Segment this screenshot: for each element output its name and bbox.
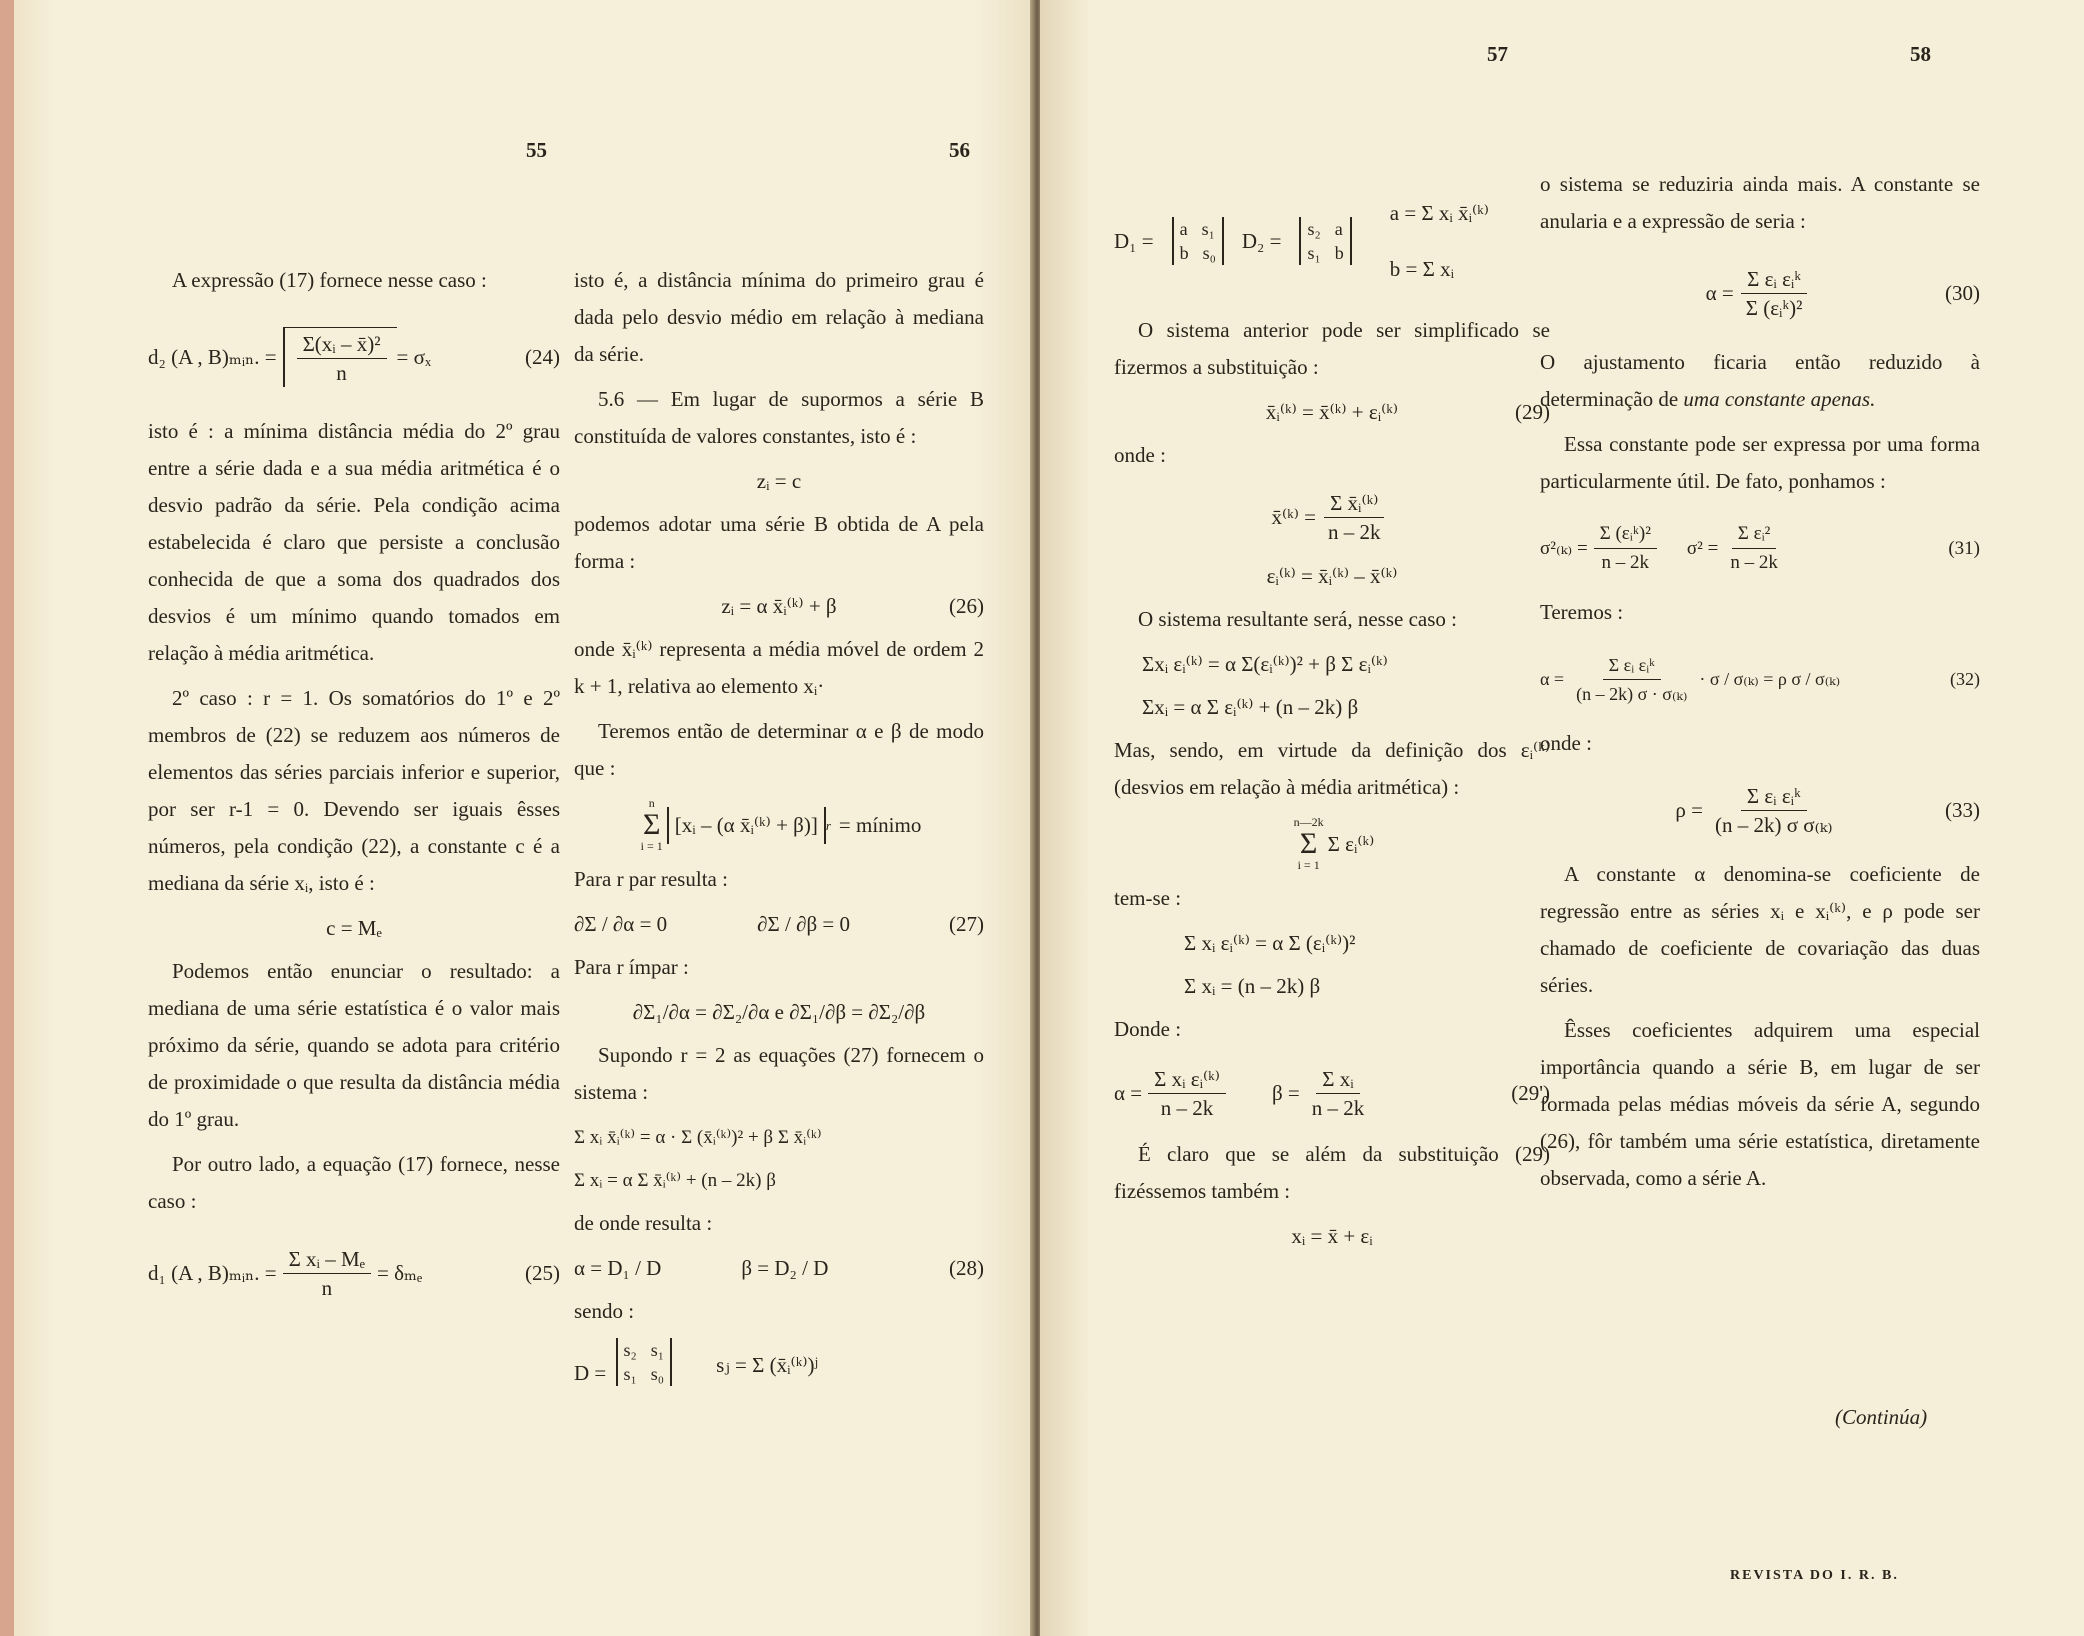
paragraph: Donde : bbox=[1114, 1017, 1182, 1041]
eq-s: sⱼ = Σ (x̄ᵢ⁽ᵏ⁾)ʲ bbox=[716, 1352, 818, 1377]
paragraph: o sistema se reduziria ainda mais. A constante se anularia e a expressão de seria : bbox=[1540, 172, 1980, 233]
equation-tag: (28) bbox=[949, 1256, 984, 1280]
equation-29-prime: α = $\frac{\text{Σ xᵢ εᵢ⁽ᵏ⁾}}{n - 2k}$ β = $\frac{\text{Σ xᵢ}}{n - 2k}$ (29') bbox=[1114, 1066, 1550, 1120]
system-line: Σ xᵢ x̄ᵢ⁽ᵏ⁾ = α · Σ (x̄ᵢ⁽ᵏ⁾)² + β Σ x̄ᵢ⁽ᵏ⁾ bbox=[574, 1127, 822, 1148]
eq-lhs: d₂ (A , B)ₘᵢₙ. = bbox=[148, 344, 277, 369]
paragraph: tem-se : bbox=[1114, 886, 1182, 910]
equation-tag: (27) bbox=[949, 912, 984, 936]
equation-tag: (30) bbox=[1945, 280, 1980, 305]
page-number-58: 58 bbox=[1910, 42, 1931, 66]
equation-31: σ²₍ₖ₎ = $\frac{\text{Σ (εᵢᵏ)²}}{n - 2k}$ σ² = $\frac{\text{Σ εᵢ²}}{n - 2k}$ (31) bbox=[1540, 508, 1980, 588]
eq-part: α = D₁ / D bbox=[574, 1256, 662, 1280]
page-number-57: 57 bbox=[1487, 42, 1508, 66]
journal-footer: REVISTA DO I. R. B. bbox=[1730, 1568, 1899, 1583]
equation-minimum: n Σ i = 1 [xᵢ – (α x̄ᵢ⁽ᵏ⁾ + β)] r = mínimo bbox=[640, 796, 922, 853]
paragraph: O ajustamento ficaria então reduzido à determinação de uma constante apenas. bbox=[1540, 350, 1980, 411]
paragraph: 2º caso : r = 1. Os somatórios do 1º e 2º membros de (22) se reduzem aos números de elementos das séries parciais inferior e superior, por ser r-1 = 0. Devendo ser iguais êsses números, pela condição (22), a constante c é a mediana da série xᵢ, isto é : bbox=[148, 686, 560, 895]
paragraph: Por outro lado, a equação (17) fornece, nesse caso : bbox=[148, 1152, 560, 1213]
equation-24 bbox=[148, 307, 560, 407]
equation-tag: (32) bbox=[1950, 668, 1980, 689]
paragraph: O sistema anterior pode ser simplificado se fizermos a substituição : bbox=[1114, 318, 1550, 379]
paragraph: Mas, sendo, em virtude da definição dos εᵢ⁽ᵏ⁾ (desvios em relação à média aritmética) : bbox=[1114, 738, 1550, 799]
system-line: Σ xᵢ = (n – 2k) β bbox=[1184, 974, 1321, 998]
fraction: $\frac{\text{Σ x̄ᵢ⁽ᵏ⁾}}{n - 2k}$ bbox=[1322, 489, 1387, 546]
paragraph: Teremos então de determinar α e β de modo que : bbox=[574, 719, 984, 780]
determinant: s₂ a s₁ b bbox=[1299, 217, 1351, 265]
eq-body: zᵢ = α x̄ᵢ⁽ᵏ⁾ + β bbox=[721, 594, 837, 618]
system-line: Σxᵢ = α Σ εᵢ⁽ᵏ⁾ + (n – 2k) β bbox=[1142, 695, 1359, 719]
paragraph: A constante α denomina-se coeficiente de regressão entre as séries xᵢ e xᵢ⁽ᵏ⁾, e ρ pode ser chamado de coeficiente de covariação das duas séries. bbox=[1540, 862, 1980, 997]
paragraph: Essa constante pode ser expressa por uma forma particularmente útil. De fato, ponhamos : bbox=[1540, 432, 1980, 493]
paragraph: Para r ímpar : bbox=[574, 955, 689, 979]
paragraph: onde : bbox=[1540, 731, 1592, 755]
eq-rhs: = δₘₑ bbox=[377, 1260, 423, 1285]
equation-xk: x̄⁽ᵏ⁾ = $\frac{\text{Σ x̄ᵢ⁽ᵏ⁾}}{n - 2k}$ bbox=[1114, 482, 1550, 552]
fraction: $\frac{\text{Σ xᵢ}}{n - 2k}$ bbox=[1311, 1066, 1365, 1120]
paragraph: Para r par resulta : bbox=[574, 867, 728, 891]
equation-c: c = Mₑ bbox=[326, 916, 382, 940]
eq-rhs: = σₓ bbox=[396, 344, 432, 369]
right-page bbox=[1040, 0, 2084, 1636]
system-line: Σ xᵢ = α Σ x̄ᵢ⁽ᵏ⁾ + (n – 2k) β bbox=[574, 1170, 776, 1191]
numerator: Σ(xᵢ – x̄)² bbox=[297, 330, 387, 359]
equation-27 bbox=[574, 906, 984, 943]
eq-lhs: d₁ (A , B)ₘᵢₙ. = bbox=[148, 1260, 277, 1285]
denominator: n bbox=[336, 361, 347, 385]
fraction: $\frac{\text{Σ xᵢ εᵢ⁽ᵏ⁾}}{n - 2k}$ bbox=[1148, 1065, 1226, 1122]
equation-32: α = $\frac{\text{Σ εᵢ εᵢᵏ}}{\text{(n – 2k) σ · σ₍ₖ₎}}$ · σ / σ₍ₖ₎ = ρ σ / σ₍ₖ₎ (32) bbox=[1540, 639, 1980, 719]
equation-odd: ∂Σ₁/∂α = ∂Σ₂/∂α e ∂Σ₁/∂β = ∂Σ₂/∂β bbox=[632, 1000, 926, 1024]
page-number-55: 55 bbox=[526, 138, 547, 162]
equation-30: α = $\frac{\text{Σ εᵢ εᵢᵏ}}{\text{Σ (εᵢᵏ)²}}$ (30) bbox=[1705, 266, 1980, 320]
equation-tag: (33) bbox=[1945, 797, 1980, 822]
paragraph: A expressão (17) fornece nesse caso : bbox=[172, 268, 487, 292]
equation-tag: (24) bbox=[525, 344, 560, 369]
column-page-58 bbox=[1540, 166, 1980, 1205]
paragraph: onde x̄ᵢ⁽ᵏ⁾ representa a média móvel de ordem 2 k + 1, relativa ao elemento xᵢ· bbox=[574, 637, 984, 698]
sqrt-sign bbox=[283, 327, 397, 387]
denominator: n bbox=[321, 1275, 333, 1300]
equation-z: zᵢ = c bbox=[756, 469, 802, 493]
paragraph: Supondo r = 2 as equações (27) fornecem o sistema : bbox=[574, 1043, 984, 1104]
column-page-57 bbox=[1114, 170, 1550, 1261]
equation-sum-zero: n—2k Σ i = 1 Σ εᵢ⁽ᵏ⁾ bbox=[1293, 815, 1375, 872]
column-page-56 bbox=[574, 262, 984, 1398]
fraction: $\frac{\text{Σ εᵢ εᵢᵏ}}{\text{Σ (εᵢᵏ)²}}$ bbox=[1740, 265, 1809, 322]
paragraph: Êsses coeficientes adquirem uma especial importância quando a série B, em lugar de ser formada pelas médias móveis da série A, segundo (26), fôr também uma série estatística, diretamente observada, como a série A. bbox=[1540, 1018, 1980, 1190]
paragraph: É claro que se além da substituição (29) fizéssemos também : bbox=[1114, 1142, 1550, 1203]
equation-tag: (31) bbox=[1948, 537, 1980, 559]
system-line: Σ xᵢ εᵢ⁽ᵏ⁾ = α Σ (εᵢ⁽ᵏ⁾)² bbox=[1184, 931, 1356, 955]
eq-rhs: = mínimo bbox=[838, 812, 922, 837]
page-number-56: 56 bbox=[949, 138, 970, 162]
equation-25 bbox=[148, 1228, 560, 1318]
fraction: $\frac{\text{Σ εᵢ εᵢᵏ}}{\text{(n – 2k) σ · σ₍ₖ₎}}$ bbox=[1570, 651, 1693, 708]
paragraph: O sistema resultante será, nesse caso : bbox=[1138, 607, 1457, 631]
equation-tag: (29') bbox=[1511, 1080, 1550, 1105]
paragraph: sendo : bbox=[574, 1299, 635, 1323]
paragraph: isto é, a distância mínima do primeiro grau é dada pelo desvio médio em relação à mediana da série. bbox=[574, 268, 984, 366]
eq-part: ∂Σ / ∂β = 0 bbox=[757, 912, 851, 936]
equation-26 bbox=[574, 588, 984, 625]
fraction: $\frac{\text{Σ εᵢ εᵢᵏ}}{\text{(n – 2k) σ σ₍ₖ₎}}$ bbox=[1714, 783, 1833, 837]
paragraph: isto é : a mínima distância média do 2º grau entre a série dada e a sua média aritmética é o desvio padrão da série. Pela condição acima estabelecida é claro que persiste a conclusão conhecida de que a soma dos quadrados dos desvios é um mínimo quando tomados em relação à média aritmética. bbox=[148, 419, 560, 665]
abs-bracket: [xᵢ – (α x̄ᵢ⁽ᵏ⁾ + β)] bbox=[667, 807, 826, 844]
fraction bbox=[283, 1245, 371, 1302]
equation-D: D = s₂ s₁ s₁ s₀ sⱼ = Σ (x̄ᵢ⁽ᵏ⁾)ʲ bbox=[574, 1340, 818, 1385]
italic-text: uma constante apenas. bbox=[1683, 387, 1876, 411]
equation-tag: (26) bbox=[949, 594, 984, 618]
equation-xi: xᵢ = x̄ + εᵢ bbox=[1291, 1224, 1373, 1248]
left-page bbox=[0, 0, 1036, 1636]
equation-D1-D2: D₁ = a s₁ b s₀ D₂ = s₂ a s₁ b a = Σ xᵢ x̄ᵢ⁽ᵏ⁾ b = Σ xᵢ bbox=[1114, 176, 1550, 306]
paragraph: 5.6 — Em lugar de supormos a série B constituída de valores constantes, isto é : bbox=[574, 387, 984, 448]
sum-sign: n Σ i = 1 bbox=[640, 796, 663, 853]
fraction: $\frac{\text{Σ εᵢ²}}{n - 2k}$ bbox=[1724, 520, 1784, 577]
paragraph: de onde resulta : bbox=[574, 1211, 713, 1235]
equation-tag: (29) bbox=[1515, 400, 1550, 424]
continued-note: (Continúa) bbox=[1835, 1405, 1928, 1429]
paragraph: podemos adotar uma série B obtida de A pela forma : bbox=[574, 512, 984, 573]
eq-a: a = Σ xᵢ x̄ᵢ⁽ᵏ⁾ bbox=[1389, 201, 1489, 225]
equation-28 bbox=[574, 1250, 984, 1287]
fraction: $\frac{\text{Σ (εᵢᵏ)²}}{n - 2k}$ bbox=[1594, 520, 1657, 577]
eq-part: β = D₂ / D bbox=[741, 1256, 829, 1280]
column-page-55 bbox=[148, 262, 560, 1324]
equation-33: ρ = $\frac{\text{Σ εᵢ εᵢᵏ}}{\text{(n – 2k) σ σ₍ₖ₎}}$ (33) bbox=[1675, 783, 1980, 837]
paragraph: Podemos então enunciar o resultado: a mediana de uma série estatística é o valor mais próximo da série, quando se adota para critério de proximidade o que resulta da distância média do 1º grau. bbox=[148, 959, 560, 1131]
eq-part: ∂Σ / ∂α = 0 bbox=[574, 912, 668, 936]
fraction bbox=[297, 330, 387, 387]
paragraph: Teremos : bbox=[1540, 600, 1624, 624]
determinant: a s₁ b s₀ bbox=[1172, 217, 1224, 265]
sum-sign: n—2k Σ i = 1 bbox=[1293, 815, 1324, 872]
system-line: Σxᵢ εᵢ⁽ᵏ⁾ = α Σ(εᵢ⁽ᵏ⁾)² + β Σ εᵢ⁽ᵏ⁾ bbox=[1142, 652, 1388, 676]
equation-eps: εᵢ⁽ᵏ⁾ = x̄ᵢ⁽ᵏ⁾ – x̄⁽ᵏ⁾ bbox=[1266, 564, 1398, 588]
paragraph: onde : bbox=[1114, 443, 1166, 467]
equation-29: x̄ᵢ⁽ᵏ⁾ = x̄⁽ᵏ⁾ + εᵢ⁽ᵏ⁾ (29) bbox=[1114, 394, 1550, 431]
numerator: Σ xᵢ – Mₑ bbox=[283, 1245, 371, 1274]
eq-b: b = Σ xᵢ bbox=[1389, 257, 1455, 281]
determinant: s₂ s₁ s₁ s₀ bbox=[616, 1338, 673, 1386]
equation-tag: (25) bbox=[525, 1260, 560, 1285]
